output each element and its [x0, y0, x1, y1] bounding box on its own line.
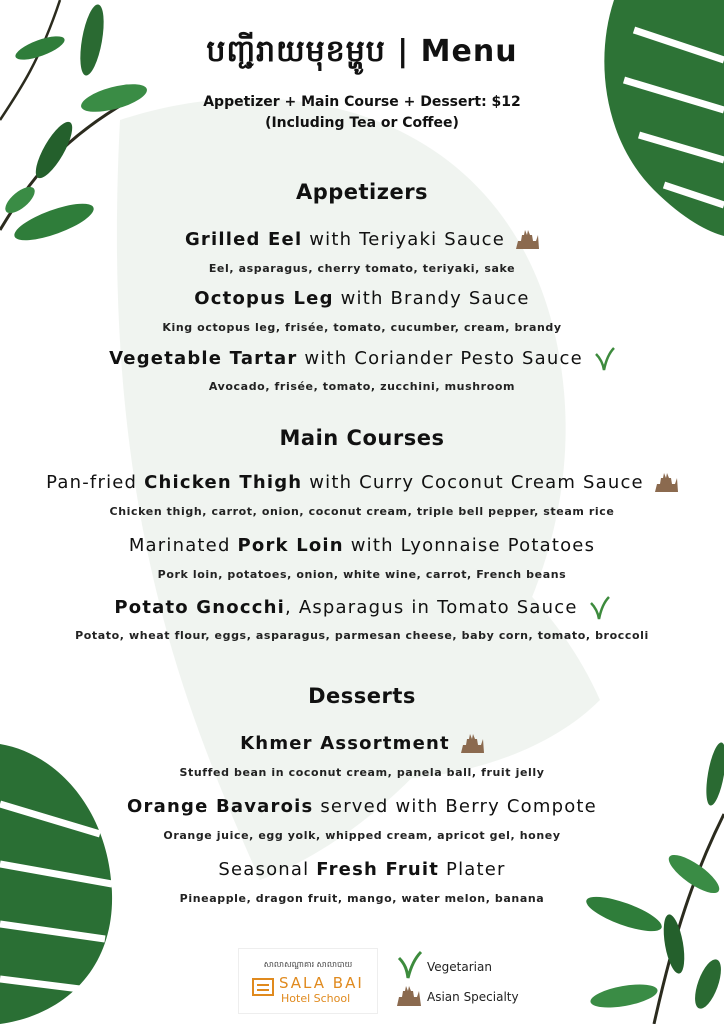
dish-title-suffix: with Curry Coconut Cream Sauce: [302, 472, 644, 493]
dish-title-main: Khmer Assortment: [240, 733, 450, 754]
dish-title: [0, 796, 724, 817]
dish-title-main: Pork Loin: [237, 535, 344, 556]
dish-title-main: Octopus Leg: [194, 288, 334, 309]
dish-ingredients: Orange juice, egg yolk, whipped cream, apricot gel, honey: [163, 829, 561, 842]
dish-title-main: Grilled Eel: [184, 229, 303, 250]
price-line: Appetizer + Main Course + Dessert: $12: [203, 94, 521, 110]
dish-title-main: Fresh Fruit: [316, 859, 440, 880]
dish-ingredients: Pineapple, dragon fruit, mango, water melon, banana: [179, 892, 545, 905]
dish-ingredients: Chicken thigh, carrot, onion, coconut cream, triple bell pepper, steam rice: [109, 505, 615, 518]
logo-emblem-icon: [251, 975, 275, 999]
vegetarian-legend-icon: [395, 950, 423, 980]
sala-bai-logo: [238, 948, 378, 1014]
dish-title: [0, 347, 724, 371]
temple-icon: [460, 734, 484, 754]
menu-title: បញ្ជីរាយមុខម្ហូប | Menu: [206, 34, 518, 69]
dish-ingredients: Eel, asparagus, cherry tomato, teriyaki, sake: [208, 262, 516, 275]
dish-title-suffix: Plater: [439, 859, 506, 880]
temple-icon: [654, 473, 678, 493]
dish-title-main: Orange Bavarois: [127, 796, 314, 817]
dish-ingredients: Stuffed bean in coconut cream, panela ball, fruit jelly: [179, 766, 545, 779]
legend-asian-specialty: Asian Specialty: [427, 990, 519, 1004]
price-info: [0, 92, 724, 134]
dish-title: [0, 288, 724, 309]
temple-icon: [515, 230, 539, 250]
dish-title: [0, 596, 724, 620]
dish-title: [0, 535, 724, 556]
dish-title-suffix: with Brandy Sauce: [333, 288, 530, 309]
dish-title-suffix: with Lyonnaise Potatoes: [343, 535, 596, 556]
section-appetizers: Appetizers: [295, 180, 429, 204]
bottom-left-monstera-decoration: [0, 744, 120, 1024]
dish-title-suffix: with Teriyaki Sauce: [302, 229, 506, 250]
dish-title-suffix: with Coriander Pesto Sauce: [297, 348, 583, 369]
section-main-courses: Main Courses: [279, 426, 445, 450]
dish-ingredients: King octopus leg, frisée, tomato, cucumber, cream, brandy: [162, 321, 562, 334]
logo-name: SALA BAI: [279, 974, 364, 992]
includes-line: (Including Tea or Coffee): [265, 115, 459, 131]
dish-title: [0, 859, 724, 880]
logo-subtitle: Hotel School: [281, 992, 351, 1005]
logo-khmer-text: សាលាសណ្ឋាគារ សាលាបាយ: [263, 960, 353, 969]
dish-title-suffix: served with Berry Compote: [313, 796, 597, 817]
legend-vegetarian: Vegetarian: [427, 960, 492, 974]
leaf-check-icon: [588, 596, 610, 620]
dish-title-prefix: Marinated: [128, 535, 238, 556]
dish-ingredients: Potato, wheat flour, eggs, asparagus, parmesan cheese, baby corn, tomato, broccoli: [75, 629, 649, 642]
dish-title-main: Chicken Thigh: [144, 472, 303, 493]
dish-ingredients: Avocado, frisée, tomato, zucchini, mushroom: [208, 380, 516, 393]
asian-specialty-legend-icon: [396, 985, 422, 1007]
section-desserts: Desserts: [308, 684, 416, 708]
dish-title-suffix: , Asparagus in Tomato Sauce: [285, 597, 578, 618]
dish-title-main: Vegetable Tartar: [109, 348, 298, 369]
dish-title-prefix: Seasonal: [218, 859, 317, 880]
dish-title: [0, 472, 724, 493]
leaf-check-icon: [593, 347, 615, 371]
dish-title: [0, 733, 724, 754]
dish-title-main: Potato Gnocchi: [114, 597, 285, 618]
dish-title: [0, 229, 724, 250]
dish-title-prefix: Pan-fried: [46, 472, 145, 493]
dish-ingredients: Pork loin, potatoes, onion, white wine, carrot, French beans: [157, 568, 567, 581]
